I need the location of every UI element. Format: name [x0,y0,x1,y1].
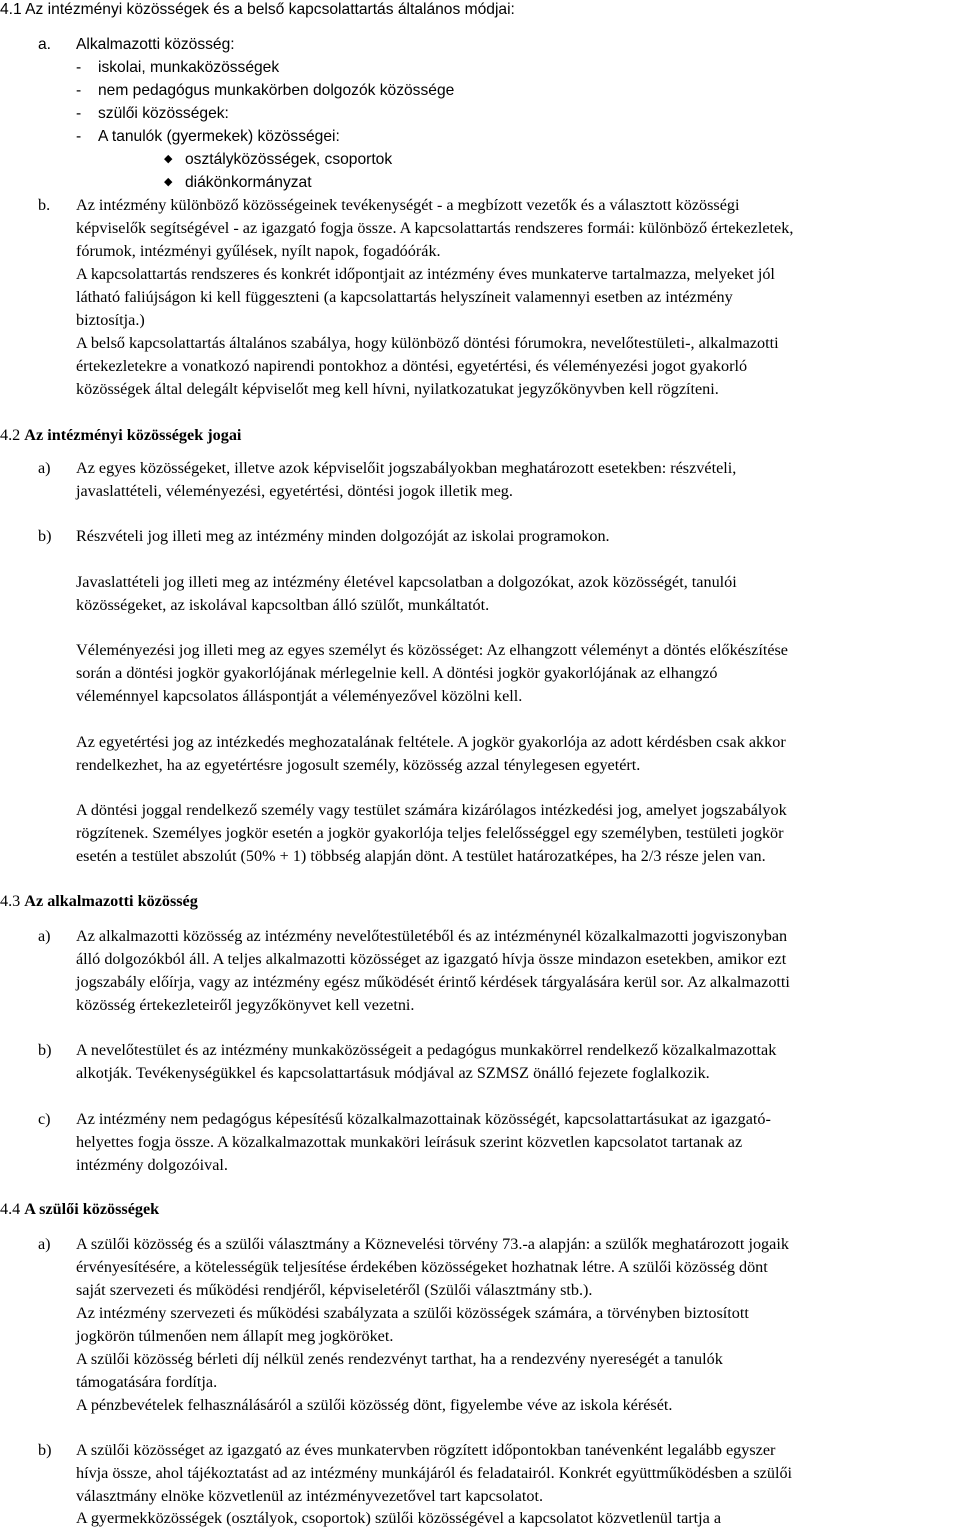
paragraph-line: helyettes fogja össze. A közalkalmazottak munkaköri leírásuk szerint közvetlen kapcsolatot tartanak az [76,1133,743,1151]
paragraph-line: Részvételi jog illeti meg az intézmény minden dolgozóját az iskolai programokon. [76,527,610,545]
paragraph-line: közösség értekezleteiről jegyzőkönyvet kell vezetni. [76,996,415,1014]
paragraph-line: véleménnyel kapcsolatos álláspontját a véleményezővel közölni kell. [76,687,523,705]
dash-item: nem pedagógus munkakörben dolgozók közössége [98,82,455,99]
paragraph-line: A döntési joggal rendelkező személy vagy testület számára kizárólagos intézkedési jog, amelyet jogszabályok [76,801,787,819]
paragraph-line: A szülői közösség bérleti díj nélkül zenés rendezvényt tarthat, ha a rendezvény nyereségét a tanulók [76,1350,723,1368]
paragraph-line: választmány elnöke közvetlenül az intézményvezetővel tart kapcsolatot. [76,1487,543,1505]
item-marker: b) [38,1441,52,1459]
paragraph-line: jogkörön túlmenően nem állapít meg jogköröket. [76,1327,394,1345]
paragraph-line: intézmény dolgozóival. [76,1156,228,1174]
paragraph-line: javaslattételi, véleményezési, egyetértési, döntési jogok illetik meg. [76,482,513,500]
paragraph-line: rendelkezhet, ha az egyetértésre jogosult személy, közösség azzal ténylegesen egyetért. [76,756,641,774]
dash-item: szülői közösségek: [98,105,229,122]
paragraph-line: látható faliújságon ki kell függeszteni (a kapcsolattartás helyszíneit valamennyi esetben az intézmény [76,288,733,306]
section-number: 4.4 [0,1200,21,1218]
paragraph-line: érvényesítésére, a kötelességük teljesítése érdekében közösségeket hozhatnak létre. A szülői közösség dönt [76,1258,768,1276]
paragraph-line: álló dolgozókból áll. A teljes alkalmazotti közösséget az igazgató hívja össze mindazon esetekben, amikor ezt [76,950,787,968]
item-marker: a) [38,459,51,477]
bullet-item: osztályközösségek, csoportok [185,151,393,168]
diamond-bullet-icon: ◆ [164,153,173,165]
paragraph-line: Az intézmény szervezeti és működési szabályzata a szülői közösségek számára, a törvényben biztosított [76,1304,749,1322]
dash-item: A tanulók (gyermekek) közösségei: [98,128,340,145]
paragraph-line: alkotják. Tevékenységükkel és kapcsolattartásuk módjával az SZMSZ önálló fejezete foglalkozik. [76,1064,710,1082]
dash-marker: - [76,128,82,145]
paragraph-line: A kapcsolattartás rendszeres és konkrét időpontjait az intézmény éves munkaterve tartalmazza, melyeket jól [76,265,775,283]
item-a-marker: a. [38,36,52,53]
item-a-title: Alkalmazotti közösség: [76,36,235,53]
dash-marker: - [76,82,82,99]
paragraph-line: A nevelőtestület és az intézmény munkaközösségeit a pedagógus munkakörrel rendelkező közalkalmazottak [76,1041,777,1059]
item-marker: b) [38,527,52,545]
paragraph-line: Az intézmény különböző közösségeinek tevékenységét - a megbízott vezetők és a választott közösségi [76,196,740,214]
section-number: 4.2 [0,426,21,444]
section-title: Az intézményi közösségek jogai [24,426,242,444]
paragraph-line: közösségeket, az iskolával kapcsoltban álló szülőt, munkáltatót. [76,596,490,614]
dash-marker: - [76,59,82,76]
paragraph-line: értekezletekre a vonatkozó napirendi pontokhoz a döntési, egyetértési, és véleményezési jogot gyakorló [76,357,748,375]
bullet-item: diákönkormányzat [185,174,312,191]
paragraph-line: esetén a testület abszolút (50% + 1) többség alapján dönt. A testület határozatképes, ha 2/3 része jelen van. [76,847,766,865]
item-b-marker: b. [38,196,51,214]
diamond-bullet-icon: ◆ [164,176,173,188]
paragraph-line: támogatására fordítja. [76,1373,218,1391]
paragraph-line: hívja össze, ahol tájékoztatást ad az intézmény munkájáról és feladatairól. Konkrét együttműködésben a szülői [76,1464,793,1482]
paragraph-line: során a döntési jogkör gyakorlójának mérlegelnie kell. A döntési jogkör gyakorlójának az elhangzó [76,664,718,682]
section-4-4-heading [0,1199,159,1220]
paragraph-line: Az egyetértési jog az intézkedés meghozatalának feltétele. A jogkör gyakorlója az adott kérdésben csak akkor [76,733,786,751]
paragraph-line: Javaslattételi jog illeti meg az intézmény életével kapcsolatban a dolgozókat, azok közösségét, tanulói [76,573,737,591]
paragraph-line: rögzítenek. Személyes jogkör esetén a jogkör gyakorlója teljes felelősséggel egy személyben, testületi jogkör [76,824,784,842]
paragraph-line: A pénzbevételek felhasználásáról a szülői közösség dönt, figyelembe véve az iskola kérését. [76,1396,673,1414]
dash-marker: - [76,105,82,122]
paragraph-line: Véleményezési jog illeti meg az egyes személyt és közösséget: Az elhangzott véleményt a döntés előkészítése [76,641,788,659]
dash-item: iskolai, munkaközösségek [98,59,280,76]
paragraph-line: közösségek által delegált képviselőt meg kell hívni, nyilatkozatukat jegyzőkönyvben kell rögzíteni. [76,380,719,398]
section-title: Az alkalmazotti közösség [24,892,198,910]
paragraph-line: képviselők segítségével - az igazgató fogja össze. A kapcsolattartás rendszeres formái: különböző értekezletek, [76,219,794,237]
paragraph-line: A szülői közösség és a szülői választmány a Köznevelési törvény 73.-a alapján: a szülők meghatározott jogaik [76,1235,789,1253]
section-4-3-heading [0,891,198,912]
section-4-1-heading: 4.1 Az intézményi közösségek és a belső kapcsolattartás általános módjai: [0,1,515,18]
paragraph-line: Az alkalmazotti közösség az intézmény nevelőtestületéből és az intézménynél közalkalmazotti jogviszonyban [76,927,788,945]
paragraph-line: Az intézmény nem pedagógus képesítésű közalkalmazottainak közösségét, kapcsolattartásukat az igazgató- [76,1110,771,1128]
paragraph-line: A belső kapcsolattartás általános szabálya, hogy különböző döntési fórumokra, nevelőtestületi-, alkalmazotti [76,334,779,352]
item-marker: a) [38,1235,51,1253]
section-number: 4.3 [0,892,21,910]
paragraph-line: A szülői közösséget az igazgató az éves munkatervben rögzített időpontokban tanévenként legalább egyszer [76,1441,776,1459]
paragraph-line: fórumok, intézményi gyűlések, nyílt napok, fogadóórák. [76,242,441,260]
paragraph-line: Az egyes közösségeket, illetve azok képviselőit jogszabályokban meghatározott esetekben: részvételi, [76,459,737,477]
item-marker: a) [38,927,51,945]
paragraph-line: jogszabály előírja, vagy az intézmény egész működését érintő kérdések tárgyalására kerül sor. Az alkalmazotti [76,973,790,991]
paragraph-line: saját szervezeti és működési rendjéről, képviseletéről (Szülői választmány stb.). [76,1281,593,1299]
paragraph-line: A gyermekközösségek (osztályok, csoportok) szülői közösségével a kapcsolatot közvetlenül tartja a [76,1509,722,1527]
item-marker: c) [38,1110,51,1128]
section-title: A szülői közösségek [24,1200,160,1218]
paragraph-line: biztosítja.) [76,311,145,329]
item-marker: b) [38,1041,52,1059]
section-4-2-heading [0,425,241,446]
